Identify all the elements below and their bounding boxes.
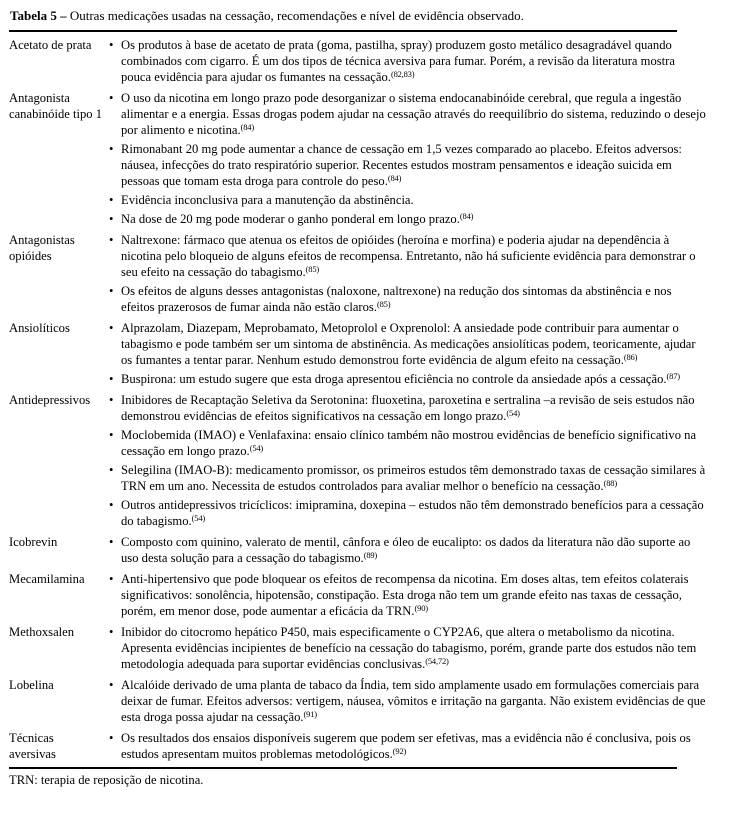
recommendation-text: Rimonabant 20 mg pode aumentar a chance de cessação em 1,5 vezes comparado ao placebo. Efeitos adversos: náusea, infecções do trato respiratório superior. Recentes estudos mostram pensamentos e ideação suicida em pessoas que tomam esta droga para controle do peso.$^{(84)}$ xyxy=(121,142,682,188)
bullet-icon: • xyxy=(109,193,114,207)
recommendations-cell xyxy=(109,90,707,230)
drug-name-cell: Técnicas aversivas xyxy=(9,731,56,761)
reference-superscript: (54) xyxy=(506,408,520,418)
recommendation-text: Naltrexone: fármaco que atenua os efeitos de opióides (heroína e morfina) e poderia ajudar na dependência à nicotina pelo bloqueio de alguns efeitos de recompensa. Entretanto, não há suficiente evidência para demonstrar o seu efeito na cessação do tabagismo.$^{(85)}$ xyxy=(121,233,696,279)
reference-superscript: (88) xyxy=(603,478,617,488)
table-row xyxy=(9,37,707,88)
recommendation-text: Outros antidepressivos tricíclicos: imipramina, doxepina – estudos não têm demonstrado benefícios para a cessação do tabagismo.$^{(54)}$ xyxy=(121,498,704,528)
recommendation-text: Evidência inconclusiva para a manutenção da abstinência. xyxy=(121,193,414,207)
table-row xyxy=(9,730,707,765)
recommendations-cell xyxy=(109,37,707,88)
drug-name-cell: Icobrevin xyxy=(9,535,58,549)
reference-superscript: (89) xyxy=(363,550,378,560)
recommendation-item xyxy=(109,192,707,208)
table-row xyxy=(9,320,707,390)
bullet-icon: • xyxy=(109,321,114,335)
recommendations-cell xyxy=(109,534,707,569)
bullet-icon: • xyxy=(109,38,114,52)
bullet-icon: • xyxy=(109,372,114,386)
bullet-icon: • xyxy=(109,393,114,407)
reference-superscript: (85) xyxy=(305,264,320,274)
reference-superscript: (84) xyxy=(387,173,402,183)
recommendation-item xyxy=(109,462,707,494)
recommendation-text: Moclobemida (IMAO) e Venlafaxina: ensaio clínico também não mostrou evidências de benefício significativo na cessação em longo prazo.$^{(54)}$ xyxy=(121,428,697,458)
table-bottom-rule xyxy=(9,767,677,769)
reference-superscript: (54) xyxy=(249,443,264,453)
recommendation-text: Selegilina (IMAO-B): medicamento promissor, os primeiros estudos têm demonstrado taxas de cessação similares à TRN em um ano. Necessita de estudos controlados para avaliar melhor o benefício na cessação.$^{(88)}$ xyxy=(121,463,706,493)
recommendation-text: Os resultados dos ensaios disponíveis sugerem que podem ser efetivas, mas a evidência não é conclusiva, pois os estudos apresentam muitos problemas metodológicos.$^{(92)}$ xyxy=(121,731,691,761)
drug-name-cell: Antidepressivos xyxy=(9,393,91,407)
table-title-label: Tabela 5 – xyxy=(10,8,67,23)
recommendation-item xyxy=(109,497,707,529)
recommendation-text: Alcalóide derivado de uma planta de tabaco da Índia, tem sido amplamente usado em formulações comerciais para deixar de fumar. Efeitos adversos: vertigem, náusea, vômitos e irritação na garganta. Não existem evidências de que esta droga possa ajudar na cessação.$^{(91)}$ xyxy=(121,678,706,724)
recommendation-item xyxy=(109,141,707,189)
bullet-icon: • xyxy=(109,572,114,586)
recommendation-text: Os produtos à base de acetato de prata (goma, pastilha, spray) produzem gosto metálico desagradável quando combinados com cigarro. É um dos tipos de técnica aversiva para fumar. Porém, a revisão da literatura mostra pouca evidência para ajudar os fumantes na cessação.$^{(82,83)}$ xyxy=(121,38,675,84)
bullet-icon: • xyxy=(109,91,114,105)
recommendation-text: Na dose de 20 mg pode moderar o ganho ponderal em longo prazo.$^{(84)}$ xyxy=(121,211,474,226)
recommendation-item xyxy=(109,677,707,725)
bullet-icon: • xyxy=(109,212,114,226)
drug-name-cell: Mecamilamina xyxy=(9,572,85,586)
recommendation-item xyxy=(109,392,707,424)
drug-name-cell: Methoxsalen xyxy=(9,625,75,639)
recommendation-text: Alprazolam, Diazepam, Meprobamato, Metoprolol e Oxprenolol: A ansiedade pode contribuir para aumentar o tabagismo e pode também ser um sintoma de abstinência. As medicações ansiolíticas podem, teoricamente, ajudar os fumantes a tentar parar. Nenhum estudo demonstrou forte evidência de algum efeito na cessação.$^{(86)}$ xyxy=(121,321,696,367)
reference-superscript: (85) xyxy=(376,299,391,309)
table-row xyxy=(9,392,707,532)
table-row xyxy=(9,232,707,318)
drug-name-cell: Antagonista canabinóide tipo 1 xyxy=(9,91,103,121)
table-footnote: TRN: terapia de reposição de nicotina. xyxy=(9,773,204,787)
recommendation-text: Inibidores de Recaptação Seletiva da Serotonina: fluoxetina, paroxetina e sertralina –a revisão de seis estudos não demonstrou evidências de efeitos significativos na cessação em longo prazo.$^{(54)}$ xyxy=(121,393,695,423)
reference-superscript: (90) xyxy=(414,603,428,613)
recommendation-item xyxy=(109,211,707,227)
recommendation-item xyxy=(109,427,707,459)
reference-superscript: (92) xyxy=(392,746,407,756)
recommendations-cell xyxy=(109,571,707,622)
table-row xyxy=(9,571,707,622)
reference-superscript: (91) xyxy=(303,709,317,719)
recommendation-item xyxy=(109,730,707,762)
bullet-icon: • xyxy=(109,428,114,442)
recommendation-item xyxy=(109,534,707,566)
recommendation-item xyxy=(109,371,707,387)
recommendations-cell xyxy=(109,320,707,390)
recommendation-item xyxy=(109,90,707,138)
bullet-icon: • xyxy=(109,535,114,549)
recommendation-text: Composto com quinino, valerato de mentil, cânfora e óleo de eucalipto: os dados da literatura não dão suporte ao uso desta solução para a cessação do tabagismo.$^{(89)}$ xyxy=(121,535,691,565)
bullet-icon: • xyxy=(109,142,114,156)
drug-name-cell: Ansiolíticos xyxy=(9,321,70,335)
reference-superscript: (86) xyxy=(623,352,638,362)
reference-superscript: (84) xyxy=(459,211,474,221)
recommendation-item xyxy=(109,232,707,280)
reference-superscript: (54) xyxy=(191,513,206,523)
reference-superscript: (82,83) xyxy=(390,69,415,79)
recommendation-item xyxy=(109,624,707,672)
bullet-icon: • xyxy=(109,678,114,692)
table-title xyxy=(10,8,707,24)
reference-superscript: (87) xyxy=(666,371,680,381)
recommendations-cell xyxy=(109,392,707,532)
table-row xyxy=(9,534,707,569)
recommendations-cell xyxy=(109,232,707,318)
table-row xyxy=(9,624,707,675)
table-row xyxy=(9,677,707,728)
recommendations-cell xyxy=(109,624,707,675)
bullet-icon: • xyxy=(109,233,114,247)
reference-superscript: (84) xyxy=(240,122,254,132)
drug-name-cell: Acetato de prata xyxy=(9,38,92,52)
recommendation-text: Anti-hipertensivo que pode bloquear os efeitos de recompensa da nicotina. Em doses altas, tem efeitos colaterais significativos: sonolência, hipotensão, constipação. Esta droga não tem um grande efeito nas taxas de cessação, porém, em menor dose, pode aumentar a eficácia da TRN.$^{(90)}$ xyxy=(121,572,689,618)
recommendation-item xyxy=(109,571,707,619)
bullet-icon: • xyxy=(109,498,114,512)
recommendation-text: O uso da nicotina em longo prazo pode desorganizar o sistema endocanabinóide cerebral, que regula a ingestão alimentar e a energia. Essas drogas podem ajudar na cessação através do reequilíbrio do sistema, reduzindo o desejo por alimento e nicotina.$^{(84)}$ xyxy=(121,91,706,137)
reference-superscript: (54,72) xyxy=(425,656,449,666)
recommendations-cell xyxy=(109,677,707,728)
recommendations-cell xyxy=(109,730,707,765)
table-row xyxy=(9,90,707,230)
table-body xyxy=(9,32,707,765)
bullet-icon: • xyxy=(109,463,114,477)
bullet-icon: • xyxy=(109,731,114,745)
table-title-text: Outras medicações usadas na cessação, recomendações e nível de evidência observado. xyxy=(69,8,524,23)
drug-name-cell: Antagonistas opióides xyxy=(9,233,75,263)
bullet-icon: • xyxy=(109,625,114,639)
recommendation-text: Inibidor do citocromo hepático P450, mais especificamente o CYP2A6, que altera o metabolismo da nicotina. Apresenta evidências incipientes de benefício na cessação do tabagismo, porém, grande parte dos estudos não tem metodologia adequada para suportar evidências conclusivas.$^{(54,72)}$ xyxy=(121,625,697,671)
recommendation-item xyxy=(109,320,707,368)
recommendation-text: Buspirona: um estudo sugere que esta droga apresentou eficiência no controle da ansiedade após a cessação.$^{(87)}$ xyxy=(121,371,680,386)
recommendation-item xyxy=(109,37,707,85)
bullet-icon: • xyxy=(109,284,114,298)
drug-name-cell: Lobelina xyxy=(9,678,54,692)
recommendation-text: Os efeitos de alguns desses antagonistas (naloxone, naltrexone) na redução dos sintomas da abstinência e nos efeitos prazerosos de fumar ainda não estão claros.$^{(85)}$ xyxy=(121,284,672,314)
recommendation-item xyxy=(109,283,707,315)
